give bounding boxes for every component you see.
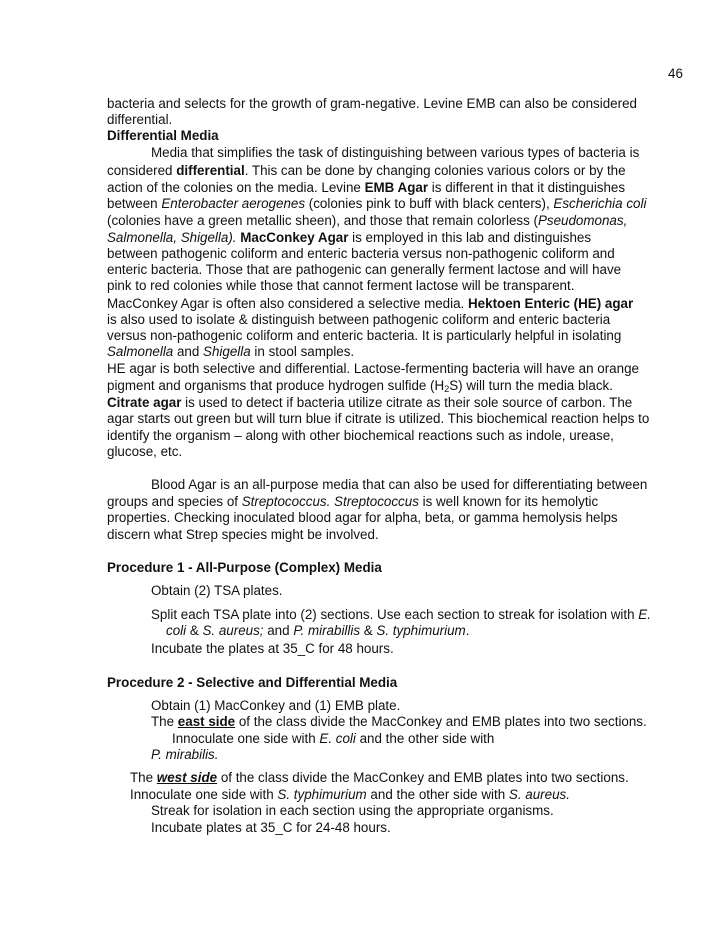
text-line: agar starts out green but will turn blue if citrate is utilized. This biochemical reaction helps to <box>107 411 650 426</box>
text-run: Salmonella, Shigella). <box>107 230 237 245</box>
text-run: east side <box>177 714 236 729</box>
text-line: Streak for isolation in each section using the appropriate organisms. <box>151 803 554 818</box>
text-run: Procedure 2 - Selective and Differential Media <box>107 675 398 690</box>
text-run: Shigella <box>203 344 251 359</box>
text-line: Blood Agar is an all-purpose media that can also be used for differentiating between <box>151 477 648 492</box>
text-run: MacConkey Agar <box>240 230 349 245</box>
procedure-heading <box>107 560 382 576</box>
text-line: versus non-pathogenic coliform and enteric bacteria. It is particularly helpful in isolating <box>107 328 622 343</box>
text-line: Obtain (1) MacConkey and (1) EMB plate. <box>151 698 401 713</box>
text-line: is also used to isolate & distinguish between pathogenic coliform and enteric bacteria <box>107 312 611 327</box>
text-run: Differential Media <box>107 128 219 143</box>
text-line: differential. <box>107 112 173 127</box>
text-run: S. aureus; <box>202 623 264 638</box>
text-line: coli & S. aureus; and P. mirabillis & S. typhimurium. <box>166 623 470 638</box>
text-line: Innoculate one side with E. coli and the other side with <box>172 731 495 746</box>
text-line: Salmonella, Shigella). MacConkey Agar is employed in this lab and distinguishes <box>107 230 592 245</box>
text-run: P. mirabillis <box>293 623 361 638</box>
text-line: groups and species of Streptococcus. Streptococcus is well known for its hemolytic <box>107 494 599 509</box>
section-heading <box>107 128 219 144</box>
text-run: P. mirabilis. <box>151 747 219 762</box>
page-number: 46 <box>668 66 683 81</box>
text-line: Salmonella and Shigella in stool samples. <box>107 344 355 359</box>
text-line: bacteria and selects for the growth of gram-negative. Levine EMB can also be considered <box>107 96 637 111</box>
procedure-heading <box>107 675 397 691</box>
text-run: EMB Agar <box>364 180 429 195</box>
text-run: E. coli <box>319 731 356 746</box>
text-line: Citrate agar is used to detect if bacteria utilize citrate as their sole source of carbon. The <box>107 395 633 410</box>
text-run: differential <box>176 163 245 178</box>
text-line: Obtain (2) TSA plates. <box>151 583 283 598</box>
text-line: Media that simplifies the task of distinguishing between various types of bacteria is <box>151 145 640 160</box>
text-run: Pseudomonas, <box>537 213 628 228</box>
text-run: S. aureus. <box>508 787 570 802</box>
text-line: between Enterobacter aerogenes (colonies pink to buff with black centers), Escherichia coli <box>107 196 647 211</box>
text-line: HE agar is both selective and differential. Lactose-fermenting bacteria will have an orange <box>107 361 639 376</box>
text-run: Citrate agar <box>107 395 182 410</box>
text-line: enteric bacteria. Those that are pathogenic can generally ferment lactose and will have <box>107 262 622 277</box>
text-line: between pathogenic coliform and enteric bacteria versus non-pathogenic coliform and <box>107 246 615 261</box>
text-run: E. <box>638 607 651 622</box>
text-line: pigment and organisms that produce hydrogen sulfide $(H_2S)$ will turn the media black. <box>107 378 613 394</box>
text-run: Procedure 1 - All-Purpose (Complex) Media <box>107 560 382 575</box>
text-line: The west side of the class divide the MacConkey and EMB plates into two sections. <box>130 770 629 785</box>
text-run: Hektoen Enteric (HE) agar <box>468 296 634 311</box>
text-run: S. typhimurium <box>376 623 466 638</box>
text-line: Innoculate one side with S. typhimurium and the other side with S. aureus. <box>130 787 570 802</box>
text-line: glucose, etc. <box>107 444 183 459</box>
text-line: The east side of the class divide the MacConkey and EMB plates into two sections. <box>151 714 647 729</box>
text-line: discern what Strep species might be involved. <box>107 527 379 542</box>
text-run: Escherichia coli <box>553 196 647 211</box>
text-line: considered differential. This can be done by changing colonies various colors or by the <box>107 163 626 178</box>
text-run: west side <box>156 770 218 785</box>
text-run: Streptococcus. Streptococcus <box>241 494 419 509</box>
text-line: MacConkey Agar is often also considered a selective media. Hektoen Enteric (HE) agar <box>107 296 634 311</box>
text-line <box>151 747 218 763</box>
text-run: S. typhimurium <box>277 787 367 802</box>
text-line: properties. Checking inoculated blood agar for alpha, beta, or gamma hemolysis helps <box>107 510 618 525</box>
text-line: pink to red colonies while those that cannot ferment lactose will be transparent. <box>107 278 575 293</box>
text-line: action of the colonies on the media. Levine EMB Agar is different in that it distinguishes <box>107 180 626 195</box>
text-line: Split each TSA plate into (2) sections. Use each section to streak for isolation with E. <box>151 607 651 622</box>
text-run: Salmonella <box>107 344 174 359</box>
text-run: 2 <box>444 384 450 394</box>
text-line: Incubate the plates at 35_C for 48 hours. <box>151 641 394 656</box>
text-line: identify the organism – along with other biochemical reactions such as indole, urease, <box>107 428 614 443</box>
text-line: Incubate plates at 35_C for 24-48 hours. <box>151 820 391 835</box>
text-run: coli <box>166 623 187 638</box>
text-run: Enterobacter aerogenes <box>161 196 306 211</box>
text-line: (colonies have a green metallic sheen), and those that remain colorless (Pseudomonas, <box>107 213 628 228</box>
